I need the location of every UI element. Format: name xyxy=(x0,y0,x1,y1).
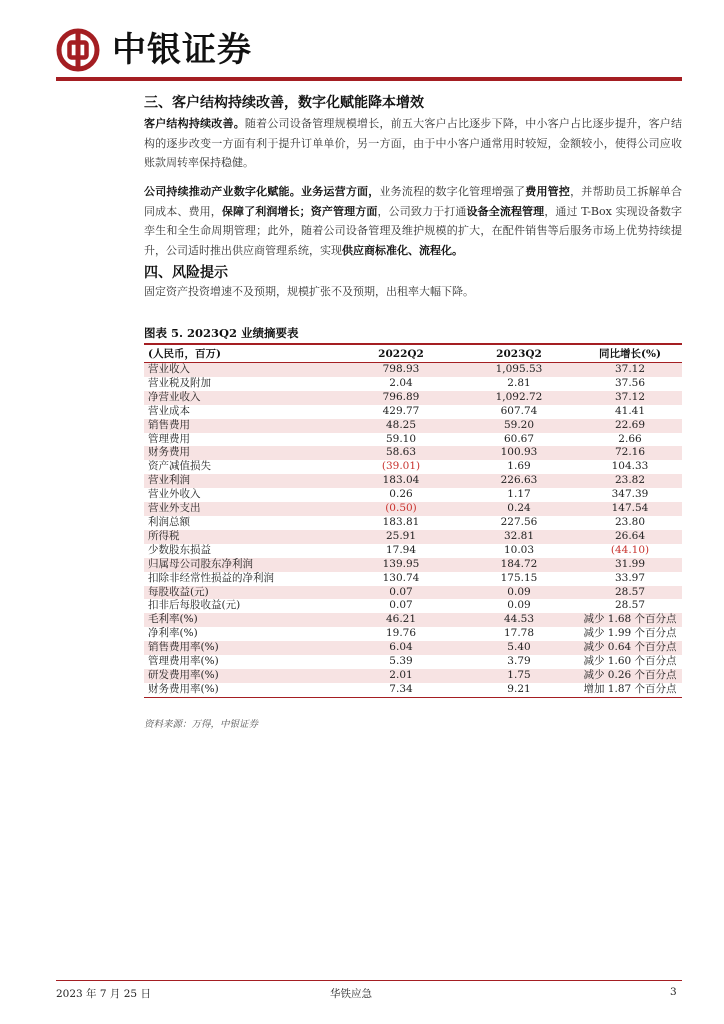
table-cell: 10.03 xyxy=(503,543,535,556)
table-cell: 19.76 xyxy=(385,627,417,640)
section-3-title: 三、客户结构持续改善，数字化赋能降本增效 xyxy=(144,95,424,111)
table-cell: 72.16 xyxy=(578,446,682,460)
table-cell: 60.67 xyxy=(503,432,535,445)
table-row xyxy=(144,460,682,474)
table-cell: 48.25 xyxy=(342,419,460,433)
column-header: (人民币，百万) xyxy=(144,344,342,363)
row-label: 财务费用 xyxy=(144,446,342,460)
body-text: ，并帮助员工拆解单合同成本、费用， xyxy=(144,185,683,218)
row-label: 归属母公司股东净利润 xyxy=(144,558,342,572)
table-row xyxy=(144,419,682,433)
table-cell: 147.54 xyxy=(578,502,682,516)
page-number: 3 xyxy=(670,986,677,998)
table-cell: 2.66 xyxy=(618,432,642,445)
table-cell: 22.69 xyxy=(578,419,682,433)
row-label: 净营业收入 xyxy=(144,391,342,405)
table-cell: 104.33 xyxy=(611,460,649,473)
row-label: 营业成本 xyxy=(148,404,190,417)
table-cell: 1,092.72 xyxy=(460,391,578,405)
row-label: 扣非后每股收益(元) xyxy=(148,599,241,612)
table-cell: 减少 1.60 个百分点 xyxy=(583,655,677,668)
paragraph-body: 随着公司设备管理规模增长，前五大客户占比逐步下降，中小客户占比逐步提升，客户结构的逐步改变一方面有利于提升订单单价，另一方面，由于中小客户通常用时较短，金额较小，使得公司应收账款周转率保持稳健。 xyxy=(144,117,683,169)
table-cell: 增加 1.87 个百分点 xyxy=(578,683,682,697)
table-cell: 429.77 xyxy=(382,404,420,417)
table-cell: 183.04 xyxy=(342,474,460,488)
table-cell: 7.34 xyxy=(342,683,460,697)
table-row xyxy=(144,613,682,627)
table-row xyxy=(144,488,682,502)
table-row xyxy=(144,363,682,377)
table-cell: 59.10 xyxy=(385,432,417,445)
table-cell: 226.63 xyxy=(460,474,578,488)
table-cell: 1.17 xyxy=(507,488,531,501)
table-cell: 347.39 xyxy=(611,488,649,501)
table-cell: 1.69 xyxy=(507,460,531,473)
row-label: 资产减值损失 xyxy=(148,460,211,473)
table-row xyxy=(144,530,682,544)
emphasis-text: 保障了利润增长；资产管理方面 xyxy=(221,204,378,218)
table-cell: (39.01) xyxy=(381,460,421,473)
table-cell: 2.01 xyxy=(342,669,460,683)
table-cell: 0.09 xyxy=(460,586,578,600)
table-cell: 44.53 xyxy=(460,613,578,627)
section-4-title: 四、风险提示 xyxy=(144,265,228,281)
table-cell: (0.50) xyxy=(342,502,460,516)
table-cell: 37.56 xyxy=(614,376,646,389)
table-cell: 1,095.53 xyxy=(460,363,578,377)
row-label: 营业收入 xyxy=(144,363,342,377)
table-cell: 46.21 xyxy=(342,613,460,627)
table-row xyxy=(144,683,682,697)
table-row xyxy=(144,433,682,447)
table-row xyxy=(144,572,682,586)
table-cell: 2.81 xyxy=(507,376,531,389)
table-cell: 9.21 xyxy=(460,683,578,697)
footer-company: 华铁应急 xyxy=(330,988,372,1000)
table-row xyxy=(144,446,682,460)
column-header: 2023Q2 xyxy=(460,344,578,363)
table-cell: 25.91 xyxy=(342,530,460,544)
header-divider xyxy=(56,77,682,81)
table-cell: 130.74 xyxy=(382,571,420,584)
table-row xyxy=(144,599,682,613)
table-row xyxy=(144,641,682,655)
footer-divider xyxy=(56,980,682,981)
body-text: ，公司致力于打通 xyxy=(377,204,467,218)
table-cell: 37.12 xyxy=(578,363,682,377)
risk-text: 固定资产投资增速不及预期，规模扩张不及预期，出租率大幅下降。 xyxy=(144,285,474,298)
body-text: ，通过 T-Box 实现设备数字孪生和全生命周期管理；此外，随着公司设备管理及维护规模的扩大，在配件销售等后服务市场上优势持续提升，公司适时推出供应商管理系统，实现 xyxy=(144,204,683,257)
footer-date: 2023 年 7 月 25 日 xyxy=(56,988,151,1000)
table-cell: (44.10) xyxy=(610,543,650,556)
table-cell: 5.39 xyxy=(389,655,413,668)
row-label: 所得税 xyxy=(144,530,342,544)
table-row xyxy=(144,516,682,530)
row-label: 净利率(%) xyxy=(148,627,198,640)
table-cell: 减少 1.68 个百分点 xyxy=(578,613,682,627)
column-header: 2022Q2 xyxy=(342,344,460,363)
column-header: 同比增长(%) xyxy=(578,344,682,363)
table-cell: 17.94 xyxy=(385,543,417,556)
row-label: 营业利润 xyxy=(144,474,342,488)
table-cell: 607.74 xyxy=(500,404,538,417)
table-row xyxy=(144,544,682,558)
table-row xyxy=(144,669,682,683)
table-cell: 183.81 xyxy=(382,515,420,528)
table-cell: 227.56 xyxy=(500,515,538,528)
table-cell: 31.99 xyxy=(578,558,682,572)
table-cell: 33.97 xyxy=(614,571,646,584)
table-cell: 3.79 xyxy=(507,655,531,668)
table-cell: 17.78 xyxy=(503,627,535,640)
table-cell: 175.15 xyxy=(500,571,538,584)
table-row xyxy=(144,627,682,641)
row-label: 销售费用率(%) xyxy=(144,641,342,655)
table-title: 图表 5. 2023Q2 业绩摘要表 xyxy=(144,326,299,340)
paragraph-lead: 客户结构持续改善。 xyxy=(144,117,245,130)
emphasis-text: 费用管控 xyxy=(525,185,571,198)
table-cell: 减少 0.26 个百分点 xyxy=(578,669,682,683)
table-cell: 28.57 xyxy=(614,599,646,612)
emphasis-text: 公司持续推动产业数字化赋能。业务运营方面， xyxy=(144,185,380,198)
table-cell: 796.89 xyxy=(342,391,460,405)
performance-table xyxy=(144,343,682,698)
table-row xyxy=(144,391,682,405)
table-cell: 26.64 xyxy=(578,530,682,544)
table-header-row xyxy=(144,344,682,363)
paragraph-customer-structure xyxy=(144,114,682,173)
table-cell: 6.04 xyxy=(342,641,460,655)
paragraph-digitalization xyxy=(144,182,682,260)
table-cell: 0.07 xyxy=(389,599,413,612)
table-row xyxy=(144,655,682,669)
page-header xyxy=(56,28,680,78)
table-cell: 37.12 xyxy=(578,391,682,405)
table-cell: 减少 1.99 个百分点 xyxy=(583,627,677,640)
table-row xyxy=(144,502,682,516)
table-cell: 0.07 xyxy=(342,586,460,600)
table-row xyxy=(144,474,682,488)
table-cell: 减少 0.64 个百分点 xyxy=(578,641,682,655)
table-cell: 41.41 xyxy=(614,404,646,417)
table-cell: 58.63 xyxy=(342,446,460,460)
table-cell: 32.81 xyxy=(460,530,578,544)
table-row xyxy=(144,405,682,419)
bank-of-china-logo-icon xyxy=(56,28,100,72)
table-row xyxy=(144,586,682,600)
table-cell: 1.75 xyxy=(460,669,578,683)
row-label: 财务费用率(%) xyxy=(144,683,342,697)
table-row xyxy=(144,377,682,391)
emphasis-text: 设备全流程管理 xyxy=(466,204,545,218)
table-cell: 23.80 xyxy=(614,515,646,528)
source-note: 资料来源：万得，中银证券 xyxy=(144,719,259,730)
table-row xyxy=(144,558,682,572)
table-cell: 23.82 xyxy=(578,474,682,488)
row-label: 管理费用 xyxy=(148,432,190,445)
row-label: 毛利率(%) xyxy=(144,613,342,627)
table-cell: 184.72 xyxy=(460,558,578,572)
table-cell: 139.95 xyxy=(342,558,460,572)
row-label: 营业外支出 xyxy=(144,502,342,516)
table-cell: 2.04 xyxy=(389,376,413,389)
table-cell: 28.57 xyxy=(578,586,682,600)
row-label: 营业税及附加 xyxy=(148,376,211,389)
row-label: 管理费用率(%) xyxy=(148,655,219,668)
table-cell: 5.40 xyxy=(460,641,578,655)
row-label: 每股收益(元) xyxy=(144,586,342,600)
row-label: 研发费用率(%) xyxy=(144,669,342,683)
emphasis-text: 供应商标准化、流程化。 xyxy=(342,243,463,257)
brand-name: 中银证券 xyxy=(112,30,252,70)
table-cell: 0.09 xyxy=(507,599,531,612)
row-label: 少数股东损益 xyxy=(148,543,211,556)
row-label: 利润总额 xyxy=(148,515,190,528)
table-cell: 59.20 xyxy=(460,419,578,433)
row-label: 扣除非经常性损益的净利润 xyxy=(148,571,274,584)
row-label: 营业外收入 xyxy=(148,488,201,501)
body-text: 业务流程的数字化管理增强了 xyxy=(379,185,526,198)
table-cell: 100.93 xyxy=(460,446,578,460)
table-cell: 798.93 xyxy=(342,363,460,377)
table-cell: 0.26 xyxy=(389,488,413,501)
table-cell: 0.24 xyxy=(460,502,578,516)
row-label: 销售费用 xyxy=(144,419,342,433)
